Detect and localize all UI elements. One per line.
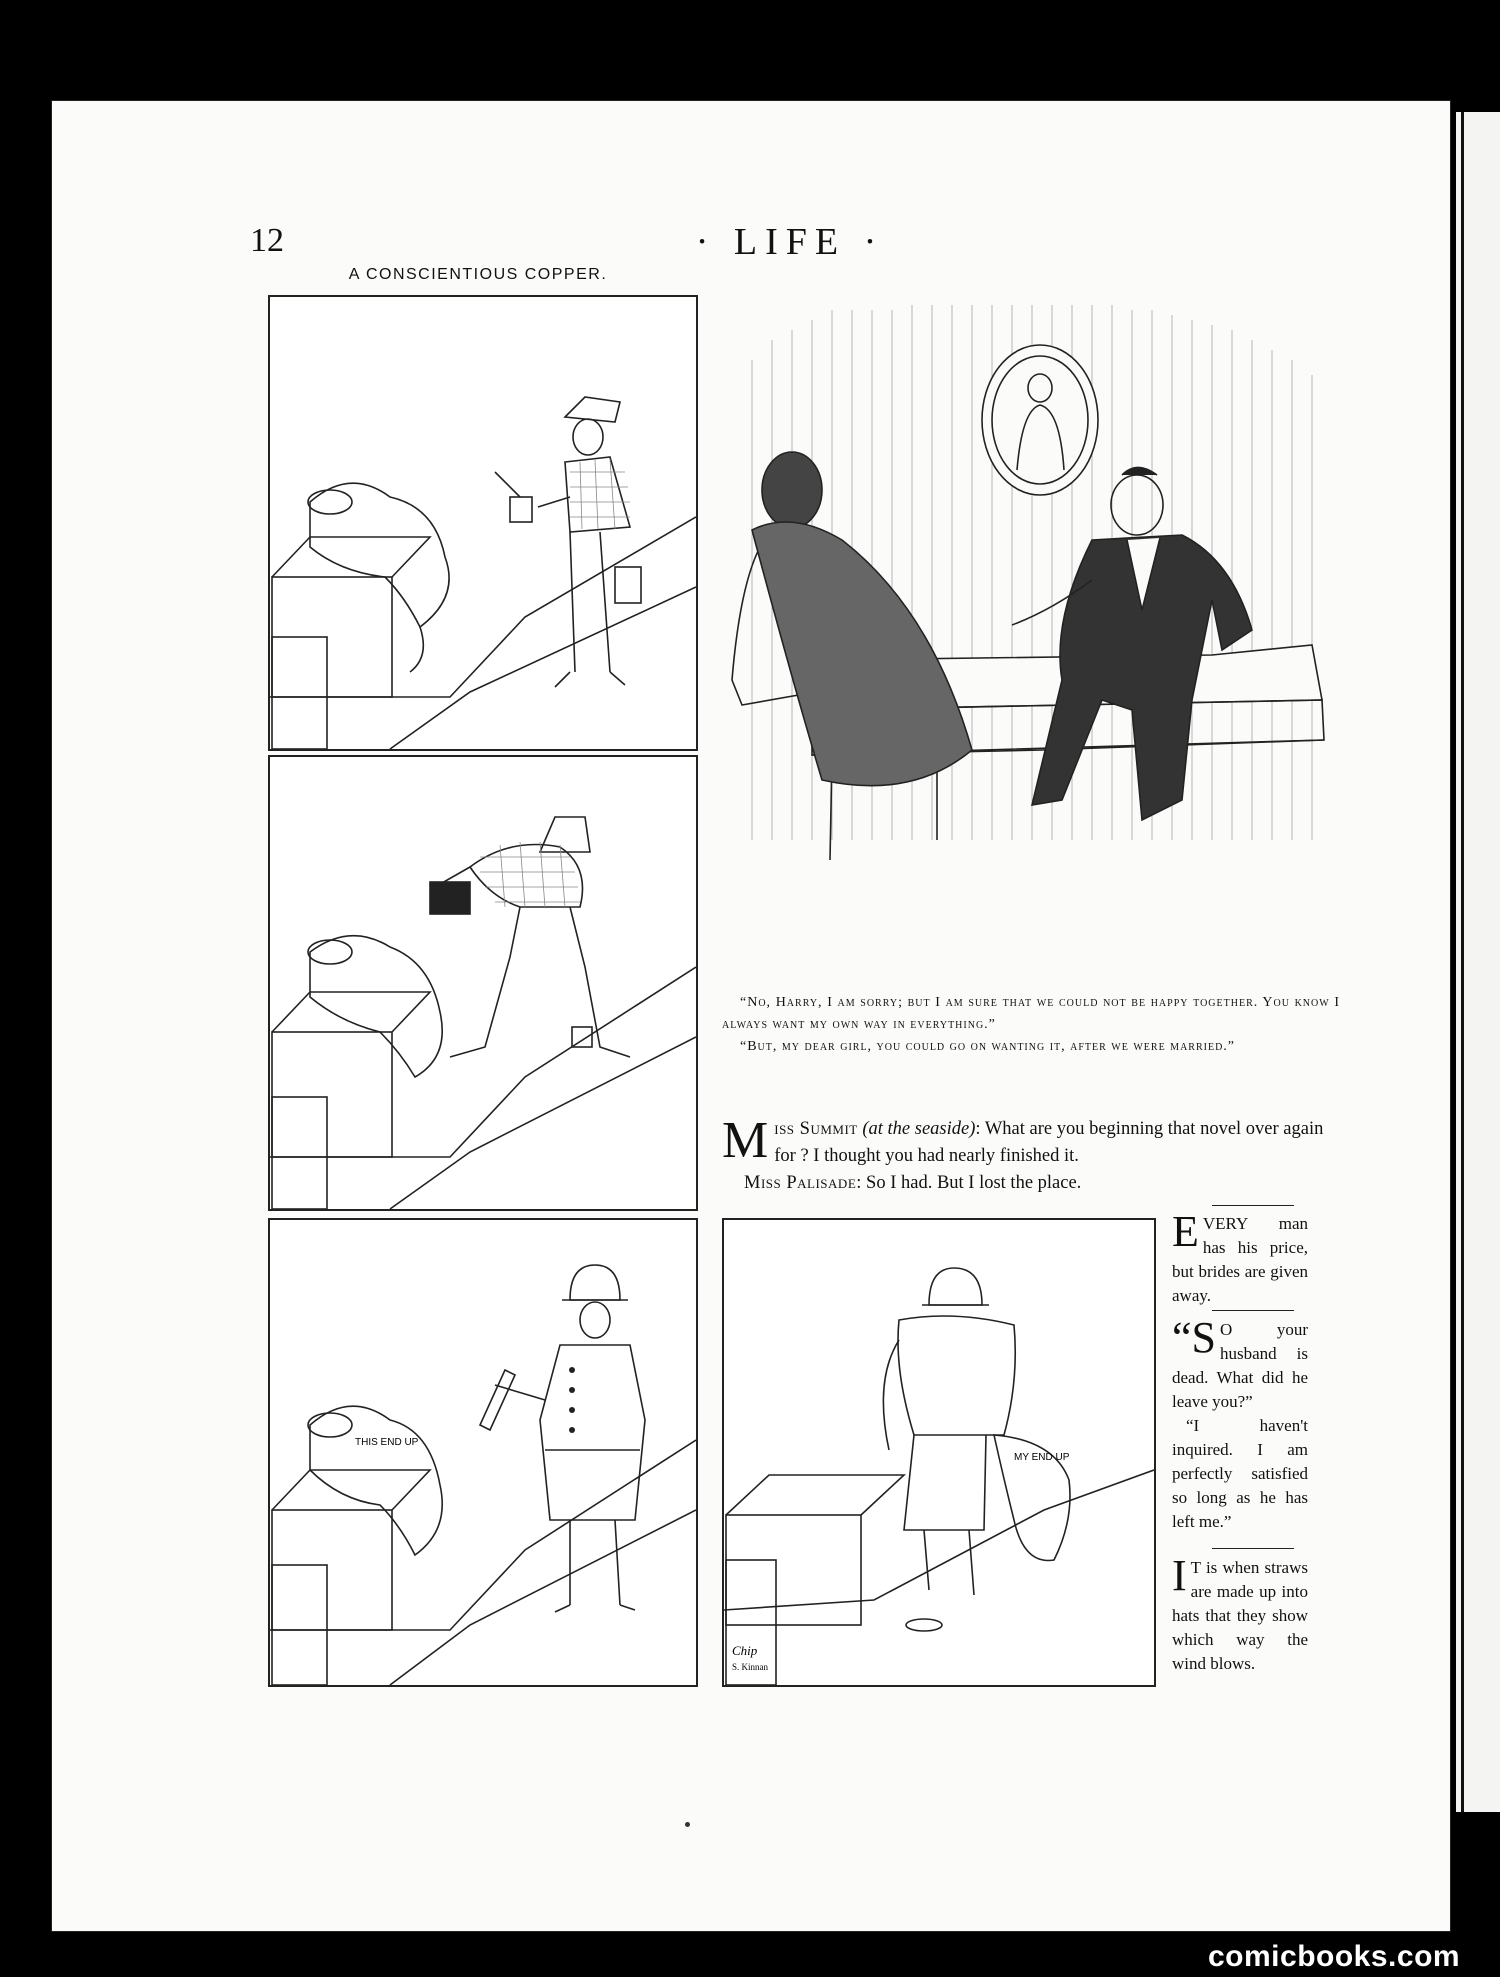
masthead: · LIFE ·: [695, 221, 885, 263]
joke-every-man: [1172, 1207, 1308, 1308]
panel-3-drawing: [270, 1220, 696, 1685]
drop-cap-e: E: [1172, 1207, 1199, 1256]
illustration-caption: [722, 992, 1340, 1058]
joke-3-text: T is when straws are made up into hats that they show which way the wind blows.: [1172, 1558, 1308, 1673]
page-gutter: [1461, 112, 1464, 1812]
speaker-1: iss Summit: [774, 1119, 858, 1139]
dialog-text-1: : What are you beginning that novel over again for ? I thought you had nearly finished it.: [774, 1119, 1324, 1166]
dialog-line-1: [722, 1112, 1340, 1170]
comic-panel-4: [722, 1218, 1156, 1687]
caption-line-2: “But, my dear girl, you could go on wanting it, after we were married.”: [740, 1039, 1236, 1054]
watermark: comicbooks.com: [1208, 1940, 1461, 1973]
joke-1-text: VERY man has his price, but brides are given away.: [1172, 1214, 1308, 1305]
panel-2-drawing: [270, 757, 696, 1209]
joke-straws: [1172, 1551, 1308, 1676]
artist-signature: Chip: [732, 1643, 758, 1658]
page-speck: [685, 1822, 690, 1827]
couple-on-sofa-drawing: [712, 280, 1338, 960]
my-end-up-label: MY END UP: [1014, 1452, 1070, 1463]
comic-panel-2: [268, 755, 698, 1211]
seaside-dialog: [722, 1112, 1340, 1197]
rule-1: [1212, 1205, 1294, 1206]
joke-husband: [1172, 1313, 1308, 1534]
drop-cap-m: M: [722, 1112, 769, 1169]
drop-cap-i: I: [1172, 1551, 1187, 1600]
drop-cap-s: “S: [1172, 1313, 1216, 1362]
joke-2-reply: “I haven't inquired. I am perfectly satisfied so long as he has left me.”: [1172, 1416, 1308, 1531]
caption-line-1: “No, Harry, I am sorry; but I am sure that we could not be happy together. You know I always want my own way in everything.”: [722, 995, 1340, 1032]
speaker-2: Miss Palisade: [744, 1173, 857, 1193]
joke-2-text: O your husband is dead. What did he leave you?”: [1172, 1320, 1308, 1411]
page-number: 12: [250, 222, 284, 259]
parlor-illustration: [712, 280, 1338, 960]
dialog-text-2: : So I had. But I lost the place.: [856, 1173, 1082, 1193]
rule-2: [1212, 1310, 1294, 1311]
artist-signature-sub: S. Kinnan: [732, 1662, 768, 1672]
comic-panel-1: [268, 295, 698, 751]
panel-4-drawing: [724, 1220, 1154, 1685]
dialog-line-2: [722, 1170, 1340, 1197]
comic-strip-title: A CONSCIENTIOUS COPPER.: [348, 266, 608, 283]
rule-3: [1212, 1548, 1294, 1549]
this-end-up-label: THIS END UP: [355, 1437, 419, 1448]
panel-1-drawing: [270, 297, 696, 749]
stage-direction: (at the seaside): [862, 1119, 976, 1139]
comic-panel-3: [268, 1218, 698, 1687]
